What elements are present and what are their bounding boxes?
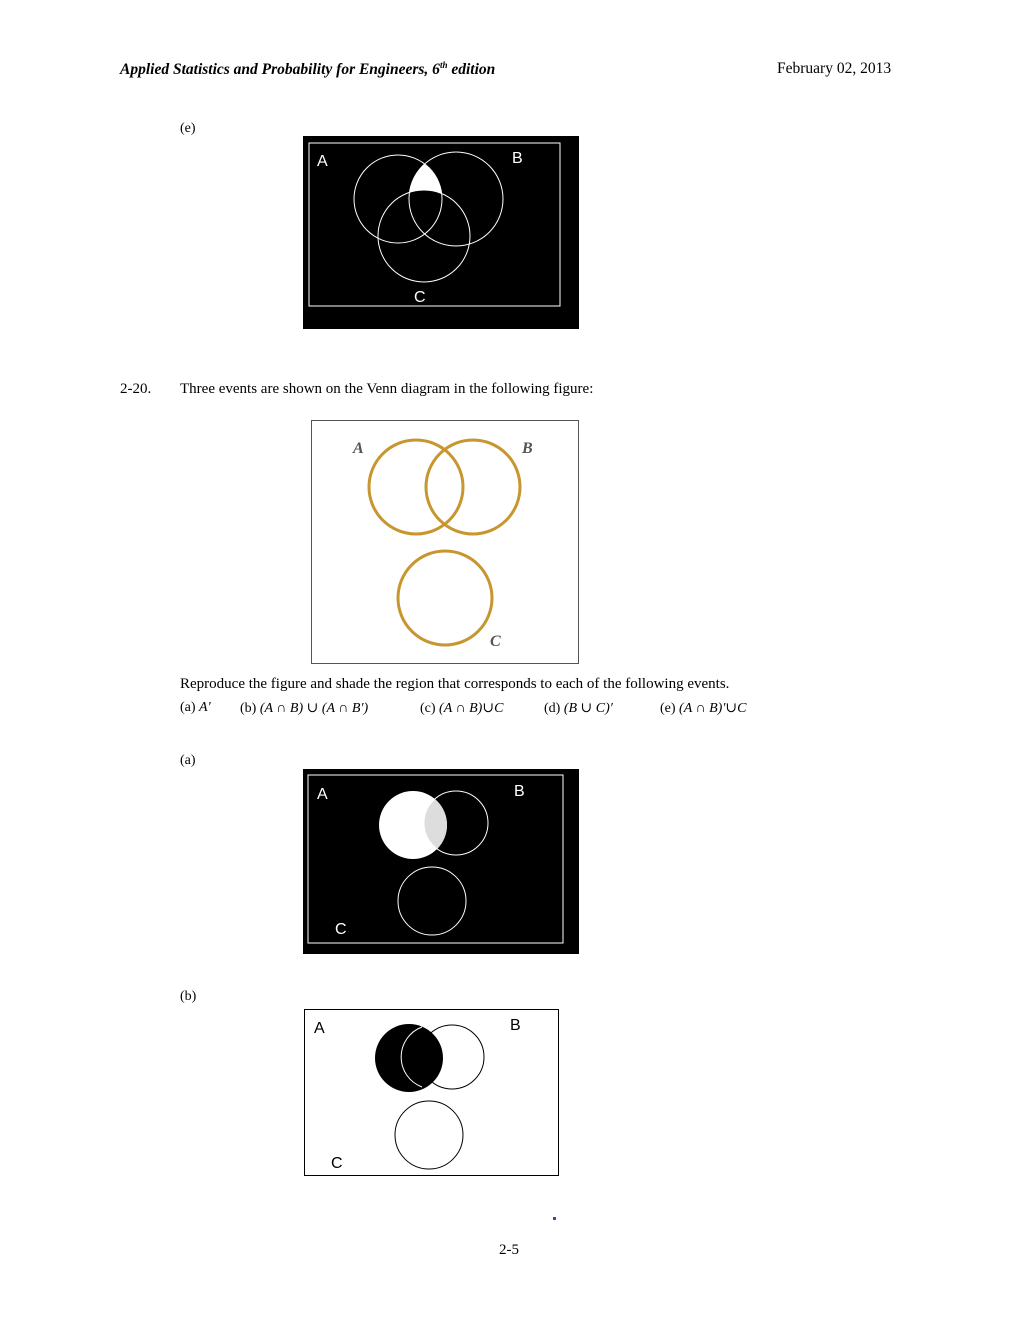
venn-label-b: B bbox=[512, 150, 523, 167]
venn-label-c: C bbox=[414, 289, 426, 306]
part-d: (d) (B ∪ C)′ bbox=[544, 701, 613, 716]
problem-statement: Three events are shown on the Venn diagram in the following figure: bbox=[180, 381, 594, 397]
venn-answer-a bbox=[303, 769, 579, 954]
venn-figure-problem bbox=[311, 420, 580, 665]
part-e: (e) (A ∩ B)′∪C bbox=[660, 701, 747, 716]
answer-a-label: (a) bbox=[180, 753, 196, 768]
figure-label-b: B bbox=[522, 440, 533, 457]
venn-label-c: C bbox=[335, 921, 347, 938]
answer-b-label: (b) bbox=[180, 989, 197, 1004]
part-b: (b) (A ∩ B) ∪ (A ∩ B′) bbox=[240, 701, 369, 716]
part-a: (a) A′ bbox=[180, 700, 211, 715]
part-e-label: (e) bbox=[180, 121, 196, 136]
shaded-a bbox=[375, 1024, 443, 1092]
venn-label-a: A bbox=[314, 1020, 325, 1037]
venn-answer-b bbox=[304, 1009, 560, 1177]
running-header-title: Applied Statistics and Probability for Engineers, 6th edition bbox=[120, 60, 496, 79]
figure-label-c: C bbox=[490, 633, 501, 650]
venn-label-a: A bbox=[317, 153, 328, 170]
problem-number: 2-20. bbox=[120, 381, 152, 397]
venn-label-b: B bbox=[510, 1017, 521, 1034]
stray-dot bbox=[553, 1217, 556, 1220]
venn-label-a: A bbox=[317, 786, 328, 803]
venn-label-c: C bbox=[331, 1155, 343, 1172]
instruction-text: Reproduce the figure and shade the region that corresponds to each of the following events. bbox=[180, 676, 730, 692]
part-c: (c) (A ∩ B)∪C bbox=[420, 701, 504, 716]
figure-label-a: A bbox=[353, 440, 364, 457]
venn-answer-e bbox=[303, 136, 579, 329]
venn-label-b: B bbox=[514, 783, 525, 800]
page-number: 2-5 bbox=[499, 1242, 519, 1258]
running-header-date: February 02, 2013 bbox=[777, 60, 892, 77]
